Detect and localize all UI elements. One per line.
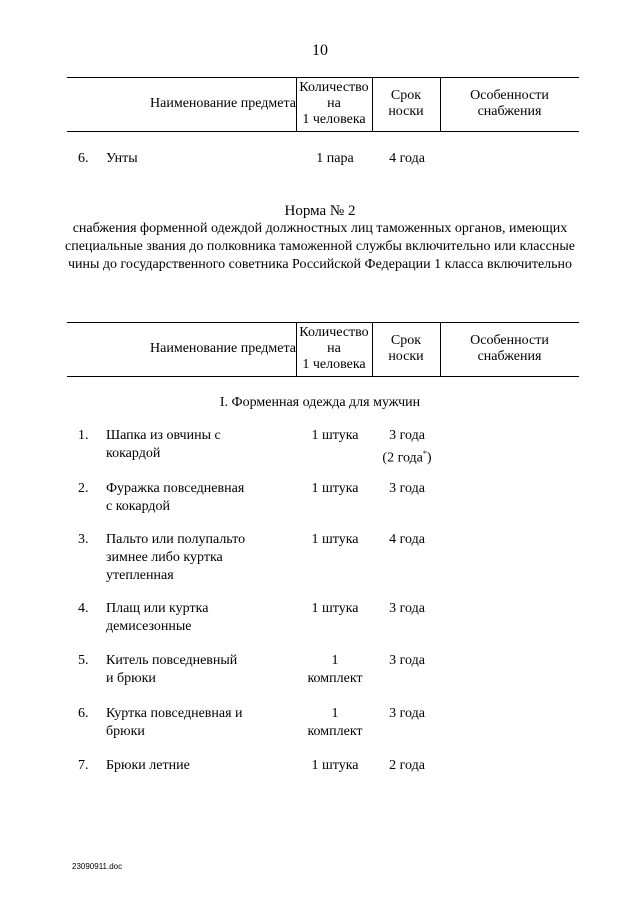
row-item-name: Брюки летние [106,758,190,773]
header-col-name [67,77,296,131]
header-col-name-text: Наименование предмета [150,96,296,111]
row-term: 4 года [389,151,425,166]
header-col-notes-line: Особенности [470,88,549,103]
header-col-qty [296,77,372,131]
row-number: 6. [78,151,89,166]
row-number: 6. [78,706,89,721]
row-item-name-line: брюки [106,724,145,739]
header-col-qty-line: Количество [299,325,369,340]
table-header-1 [67,77,579,131]
header-col-name-text: Наименование предмета [150,341,296,356]
row-quantity: 1 штука [311,601,359,616]
row-term: 3 года [389,706,425,721]
row-quantity-line: комплект [307,724,363,739]
row-quantity [296,652,374,688]
row-term: 3 года [389,601,425,616]
row-number: 1. [78,428,89,443]
header-col-qty-line: на [327,341,341,356]
row-item-name-line: демисезонные [106,619,192,634]
footer-filename: 23090911.doc [72,862,123,871]
header-col-notes [440,77,579,131]
row-number: 2. [78,481,89,496]
header-col-notes-line: Особенности [470,333,549,348]
row-item-name [106,480,286,516]
header-col-notes [440,322,579,376]
row-item-name [106,600,286,636]
row-quantity: 1 штука [311,532,359,547]
norm-title: Норма № 2 [284,203,356,219]
row-number: 3. [78,532,89,547]
header-col-term-line: Срок [390,333,422,348]
row-item-name-line: Шапка из овчины с [106,428,221,443]
header-col-qty-line: 1 человека [302,112,366,127]
norm-subtitle: снабжения форменной одеждой должностных лиц таможенных органов, имеющих специальные звания до полковника таможенной службы включительно или классные чины до государственного советника Российской Федерации 1 класса включительно [64,221,575,272]
row-term-text: ) [426,450,432,466]
header-col-term-line: носки [388,349,424,364]
footnote-mark: * [422,449,427,458]
row-item-name [106,427,286,463]
row-item-name-line: утепленная [106,568,174,583]
header-col-qty-line: на [327,96,341,111]
header-bottom-border [67,376,579,377]
row-item-name-line: Фуражка повседневная [106,481,245,496]
header-col-name [67,322,296,376]
row-number: 4. [78,601,89,616]
row-quantity-line: 1 [331,653,339,668]
row-quantity: 1 штука [311,481,359,496]
header-col-qty-line: Количество [299,80,369,95]
header-col-term [372,322,440,376]
row-item-name-line: зимнее либо куртка [106,550,223,565]
row-quantity: 1 штука [311,428,359,443]
row-quantity-line: комплект [307,671,363,686]
header-col-notes-line: снабжения [477,349,542,364]
header-col-term-line: Срок [390,88,422,103]
row-term [372,427,442,468]
page-number: 10 [312,42,328,59]
row-number: 7. [78,758,89,773]
header-col-term [372,77,440,131]
section-title: I. Форменная одежда для мужчин [219,395,421,410]
row-item-name-line: кокардой [106,446,161,461]
row-item-name [106,705,286,741]
row-term-line [372,445,442,468]
row-item-name [106,652,286,688]
row-item-name-line: Пальто или полупальто [106,532,246,547]
header-col-notes-line: снабжения [477,104,542,119]
row-quantity: 1 штука [311,758,359,773]
row-quantity: 1 пара [316,151,354,166]
row-term: 3 года [389,653,425,668]
header-col-qty [296,322,372,376]
row-item-name [106,531,286,585]
row-item-name-line: Китель повседневный [106,653,238,668]
row-term-line: 3 года [389,428,425,443]
row-number: 5. [78,653,89,668]
table-header-2 [67,322,579,376]
row-quantity [296,705,374,741]
row-item-name: Унты [106,151,138,166]
header-bottom-border [67,131,579,132]
row-quantity-line: 1 [331,706,339,721]
row-term: 2 года [389,758,425,773]
row-item-name-line: с кокардой [106,499,171,514]
row-item-name-line: Куртка повседневная и [106,706,243,721]
row-term-text: (2 года [382,450,423,466]
row-term: 3 года [389,481,425,496]
row-term: 4 года [389,532,425,547]
header-col-qty-line: 1 человека [302,357,366,372]
row-item-name-line: и брюки [106,671,156,686]
header-col-term-line: носки [388,104,424,119]
row-item-name-line: Плащ или куртка [106,601,209,616]
